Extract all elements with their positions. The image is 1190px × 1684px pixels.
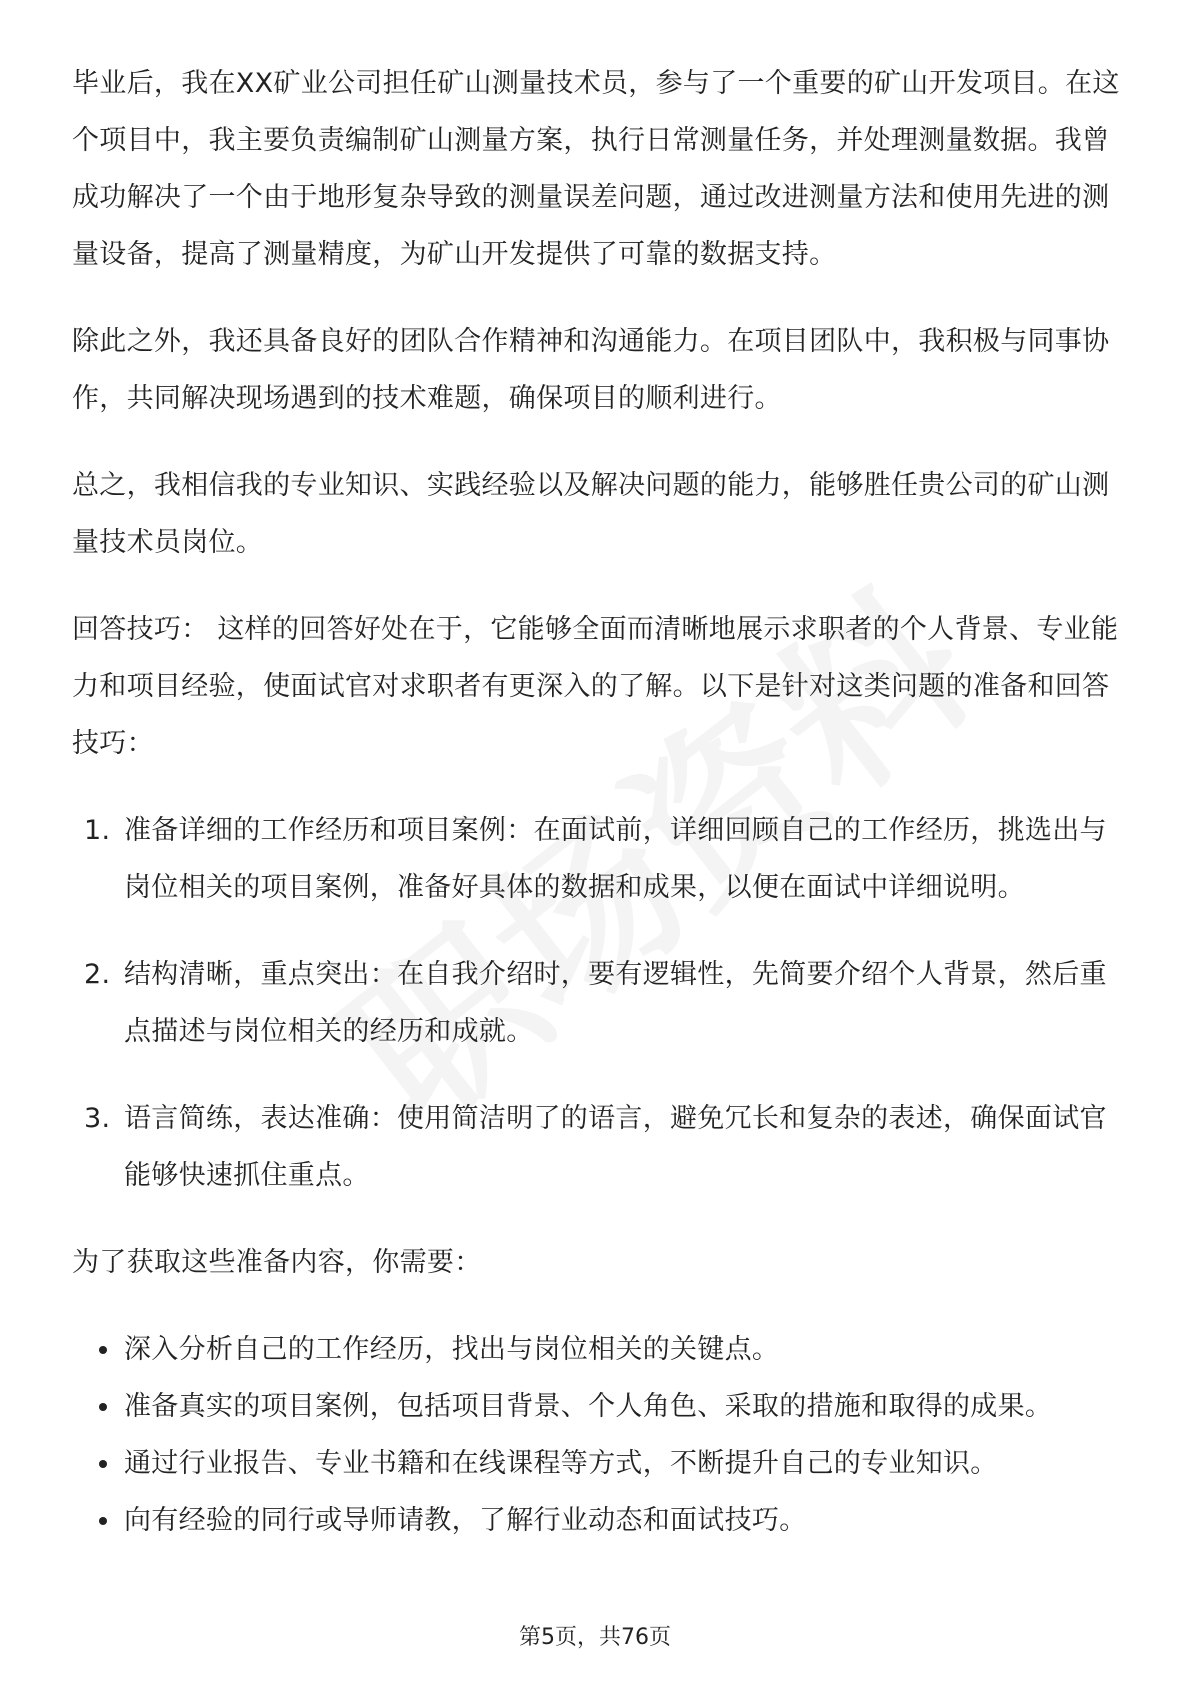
- bullet-icon: [99, 1517, 107, 1525]
- list-item: [72, 946, 1122, 1060]
- list-number: 1.: [84, 815, 111, 846]
- list-item-text: 深入分析自己的工作经历，找出与岗位相关的关键点。: [124, 1334, 780, 1365]
- page-footer: 第5页，共76页: [519, 1625, 671, 1650]
- paragraph-bullets-intro: 为了获取这些准备内容，你需要：: [72, 1247, 482, 1278]
- list-item: [72, 1090, 1122, 1204]
- paragraph-answer-tips: 回答技巧： 这样的回答好处在于，它能够全面而清晰地展示求职者的个人背景、专业能力和项目经验，使面试官对求职者有更深入的了解。以下是针对这类问题的准备和回答技巧：: [72, 614, 1119, 759]
- paragraph-summary: 总之，我相信我的专业知识、实践经验以及解决问题的能力，能够胜任贵公司的矿山测量技术员岗位。: [72, 470, 1110, 558]
- numbered-list: [72, 802, 1122, 1204]
- list-item: [72, 802, 1122, 916]
- list-item-text: 准备详细的工作经历和项目案例：在面试前，详细回顾自己的工作经历，挑选出与岗位相关的项目案例，准备好具体的数据和成果，以便在面试中详细说明。: [124, 815, 1107, 903]
- list-item: [72, 1435, 1122, 1492]
- list-item-text: 通过行业报告、专业书籍和在线课程等方式，不断提升自己的专业知识。: [124, 1448, 998, 1479]
- list-item-text: 向有经验的同行或导师请教，了解行业动态和面试技巧。: [124, 1505, 807, 1536]
- bullet-icon: [99, 1460, 107, 1468]
- bullet-icon: [99, 1403, 107, 1411]
- list-number: 2.: [84, 959, 111, 990]
- list-item: [72, 1378, 1122, 1435]
- list-item-text: 语言简练，表达准确：使用简洁明了的语言，避免冗长和复杂的表述，确保面试官能够快速抓住重点。: [124, 1103, 1107, 1191]
- list-item-text: 准备真实的项目案例，包括项目背景、个人角色、采取的措施和取得的成果。: [124, 1391, 1053, 1422]
- bullet-icon: [99, 1346, 107, 1354]
- list-item: [72, 1492, 1122, 1549]
- list-item-text: 结构清晰，重点突出：在自我介绍时，要有逻辑性，先简要介绍个人背景，然后重点描述与岗位相关的经历和成就。: [124, 959, 1107, 1047]
- paragraph-teamwork: 除此之外，我还具备良好的团队合作精神和沟通能力。在项目团队中，我积极与同事协作，共同解决现场遇到的技术难题，确保项目的顺利进行。: [72, 326, 1110, 414]
- paragraph-work-experience: 毕业后，我在XX矿业公司担任矿山测量技术员，参与了一个重要的矿山开发项目。在这个项目中，我主要负责编制矿山测量方案，执行日常测量任务，并处理测量数据。我曾成功解决了一个由于地形复杂导致的测量误差问题，通过改进测量方法和使用先进的测量设备，提高了测量精度，为矿山开发提供了可靠的数据支持。: [72, 68, 1120, 270]
- document-body: [72, 55, 1122, 1549]
- bullet-list: [72, 1321, 1122, 1549]
- list-item: [72, 1321, 1122, 1378]
- list-number: 3.: [84, 1103, 111, 1134]
